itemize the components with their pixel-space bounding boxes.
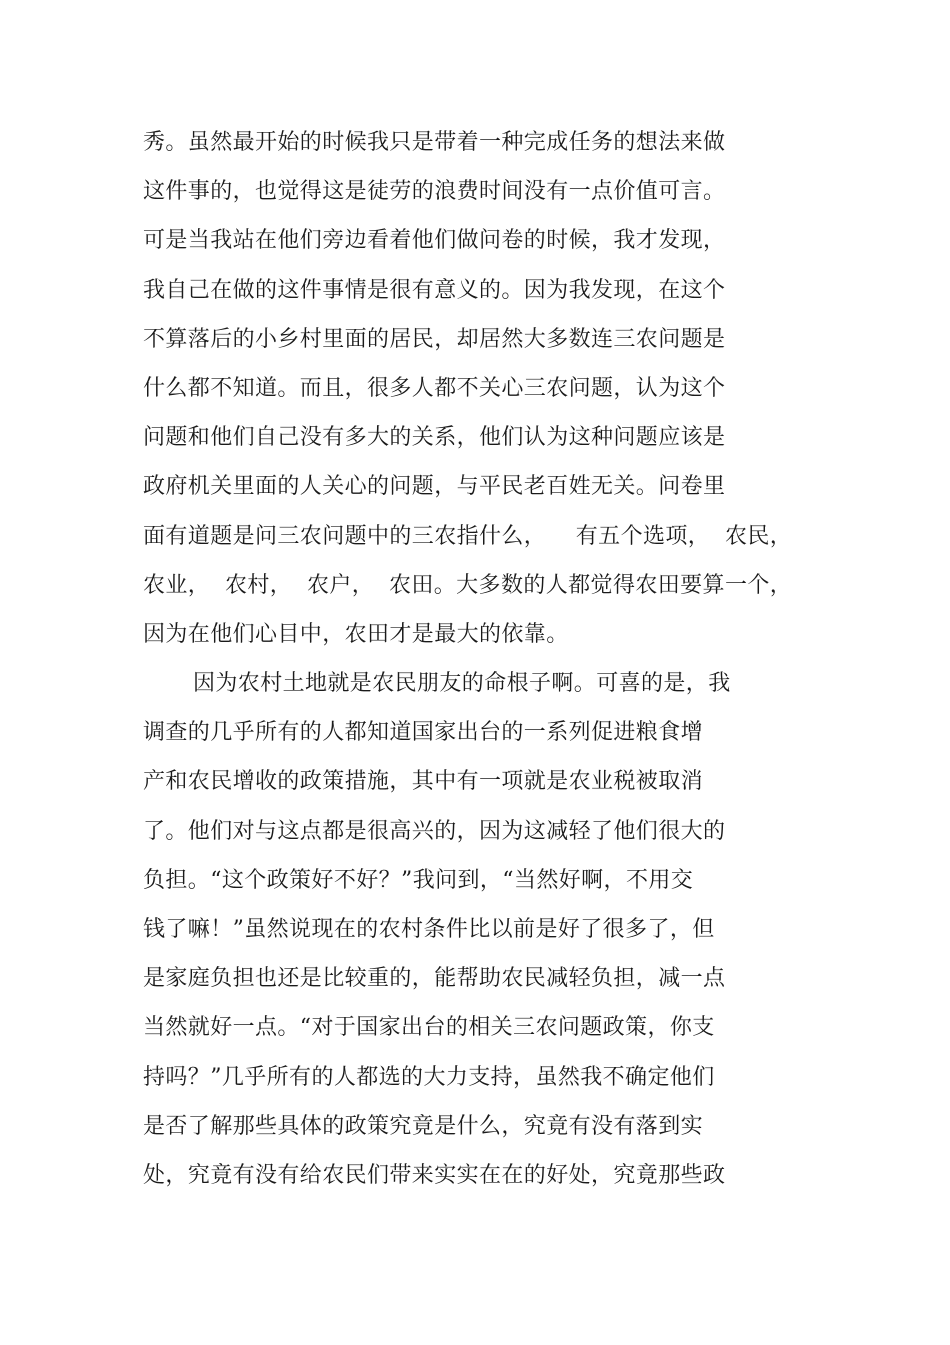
- text-line: 是家庭负担也还是比较重的，能帮助农民减轻负担，减一点: [143, 966, 726, 992]
- text-line: 我自己在做的这件事情是很有意义的。因为我发现，在这个: [143, 277, 726, 303]
- text-line: 是否了解那些具体的政策究竟是什么，究竟有没有落到实: [143, 1113, 704, 1139]
- text-line: 问题和他们自己没有多大的关系，他们认为这种问题应该是: [143, 425, 726, 451]
- text-line: 处，究竟有没有给农民们带来实实在在的好处，究竟那些政: [143, 1162, 726, 1188]
- text-line: 可是当我站在他们旁边看着他们做问卷的时候，我才发现，: [143, 228, 726, 254]
- paragraph-first-line: 因为农村土地就是农民朋友的命根子啊。可喜的是，我: [193, 671, 731, 697]
- text-line: 面有道题是问三农问题中的三农指什么， 有五个选项， 农民，: [143, 523, 793, 549]
- text-line: 负担。“这个政策好不好？”我问到，“当然好啊，不用交: [143, 867, 694, 893]
- text-line: 产和农民增收的政策措施，其中有一项就是农业税被取消: [143, 769, 704, 795]
- text-line: 钱了嘛！”虽然说现在的农村条件比以前是好了很多了，但: [143, 917, 715, 942]
- text-line: 当然就好一点。“对于国家出台的相关三农问题政策，你支: [143, 1015, 715, 1041]
- text-line: 了。他们对与这点都是很高兴的，因为这减轻了他们很大的: [143, 818, 726, 844]
- text-line: 持吗？”几乎所有的人都选的大力支持，虽然我不确定他们: [143, 1064, 715, 1090]
- text-line: 因为在他们心目中，农田才是最大的依靠。: [143, 621, 569, 647]
- text-line: 这件事的，也觉得这是徒劳的浪费时间没有一点价值可言。: [143, 179, 726, 205]
- text-line: 政府机关里面的人关心的问题，与平民老百姓无关。问卷里: [143, 474, 726, 500]
- text-line: 农业， 农村， 农户， 农田。大多数的人都觉得农田要算一个，: [143, 572, 793, 598]
- document-body: [143, 118, 823, 1200]
- text-line: 什么都不知道。而且，很多人都不关心三农问题，认为这个: [143, 375, 726, 401]
- text-line: 秀。虽然最开始的时候我只是带着一种完成任务的想法来做: [143, 130, 726, 155]
- text-line: 不算落后的小乡村里面的居民，却居然大多数连三农问题是: [143, 326, 726, 352]
- text-line: 调查的几乎所有的人都知道国家出台的一系列促进粮食增: [143, 720, 704, 746]
